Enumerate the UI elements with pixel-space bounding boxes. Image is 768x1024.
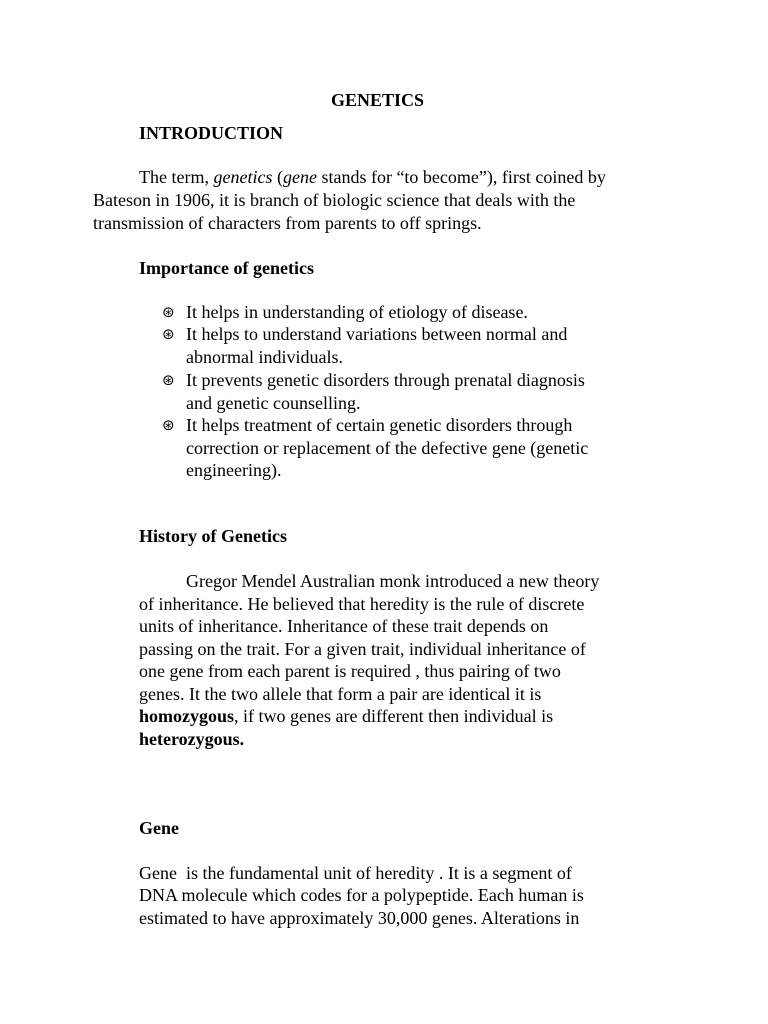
bullet-icon: ⊛ <box>162 303 175 321</box>
bullet-icon: ⊛ <box>162 325 175 343</box>
importance-item-4-line-1: It helps treatment of certain genetic disorders through <box>186 415 573 435</box>
gene-paragraph-line-3: estimated to have approximately 30,000 genes. Alterations in <box>139 908 580 928</box>
importance-item-4-line-2: correction or replacement of the defective gene (genetic <box>186 438 589 458</box>
history-paragraph-line-6: genes. It the two allele that form a pair are identical it is <box>139 684 542 704</box>
bullet-icon: ⊛ <box>162 416 175 434</box>
history-paragraph-line-7: homozygous, if two genes are different then individual is <box>139 706 554 726</box>
importance-item-3-line-2: and genetic counselling. <box>186 393 361 413</box>
importance-item-1-line-1: It helps in understanding of etiology of disease. <box>186 302 528 322</box>
importance-item-4-line-3: engineering). <box>186 460 282 480</box>
gene-paragraph-line-1: Gene is the fundamental unit of heredity . It is a segment of <box>139 863 572 883</box>
importance-item-3-line-1: It prevents genetic disorders through prenatal diagnosis <box>186 370 585 390</box>
intro-paragraph-line-2: Bateson in 1906, it is branch of biologic science that deals with the <box>93 190 576 210</box>
importance-item-2-line-1: It helps to understand variations between normal and <box>186 324 568 344</box>
bullet-icon: ⊛ <box>162 371 175 389</box>
gene-heading: Gene <box>139 818 179 838</box>
gene-paragraph-line-2: DNA molecule which codes for a polypeptide. Each human is <box>139 885 584 905</box>
history-paragraph-line-1: Gregor Mendel Australian monk introduced a new theory <box>186 571 600 591</box>
history-paragraph-line-5: one gene from each parent is required , thus pairing of two <box>139 661 561 681</box>
history-paragraph-line-3: units of inheritance. Inheritance of these trait depends on <box>139 616 549 636</box>
history-paragraph-line-2: of inheritance. He believed that heredity is the rule of discrete <box>139 594 585 614</box>
intro-paragraph-line-3: transmission of characters from parents to off springs. <box>93 213 482 233</box>
history-paragraph-line-4: passing on the trait. For a given trait, individual inheritance of <box>139 639 586 659</box>
importance-heading: Importance of genetics <box>139 258 314 278</box>
history-heading: History of Genetics <box>139 526 287 546</box>
intro-heading: INTRODUCTION <box>139 123 284 143</box>
page-title: GENETICS <box>331 90 425 110</box>
history-paragraph-line-8: heterozygous. <box>139 729 245 749</box>
intro-paragraph-line-1: The term, genetics (gene stands for “to become”), first coined by <box>139 167 606 187</box>
importance-item-2-line-2: abnormal individuals. <box>186 347 343 367</box>
